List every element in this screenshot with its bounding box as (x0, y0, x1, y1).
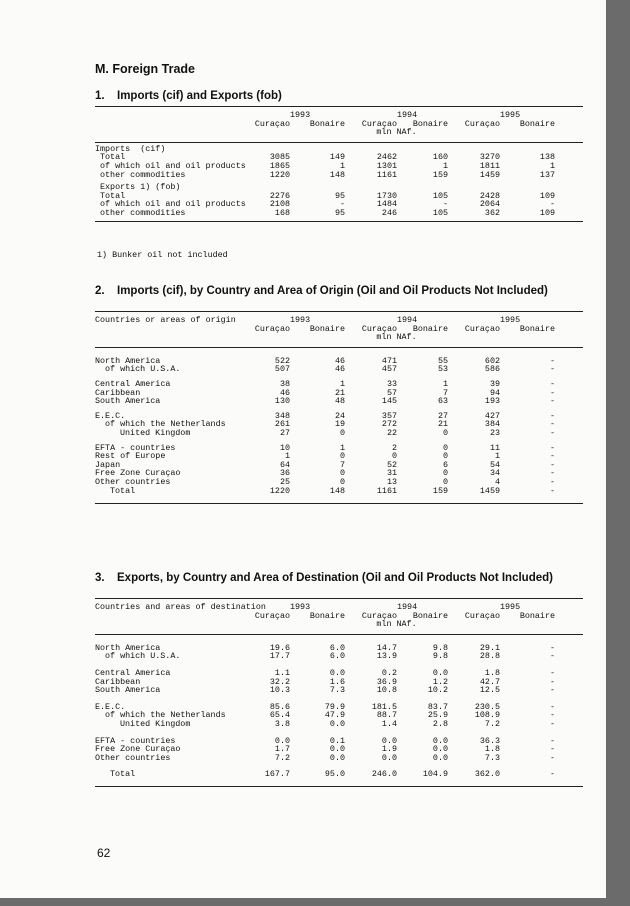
row-value: 1301 (376, 160, 397, 171)
row-value: 53 (437, 364, 448, 375)
row-label: United Kingdom (120, 427, 191, 438)
row-value: 0 (442, 468, 448, 479)
bonaire-header: Bonaire (519, 323, 555, 334)
table-row (95, 429, 583, 438)
row-value: 522 (274, 355, 290, 366)
row-label: of which U.S.A. (105, 364, 181, 375)
row-value: 1.4 (381, 718, 397, 729)
row-value: 357 (381, 410, 397, 421)
row-value: 95.0 (324, 769, 345, 780)
year-1993-header: 1993 (290, 315, 311, 325)
row-value: 6.0 (329, 642, 345, 653)
row-value: 1 (339, 160, 345, 171)
row-value: 1 (339, 378, 345, 389)
row-value: 7.2 (274, 752, 290, 763)
row-value: 159 (432, 169, 448, 180)
row-value: 7 (442, 387, 448, 398)
row-value: - (339, 199, 345, 210)
row-value: 88.7 (376, 710, 397, 721)
row-value: 2.8 (432, 718, 448, 729)
bonaire-header: Bonaire (309, 610, 345, 621)
row-value: 95 (334, 190, 345, 201)
table-row (95, 209, 583, 218)
row-value: 159 (432, 485, 448, 496)
row-value: 0 (339, 451, 345, 462)
row-value: 2276 (269, 190, 290, 201)
row-value: 83.7 (427, 701, 448, 712)
row-value: 52 (386, 459, 397, 470)
row-value: 48 (334, 396, 345, 407)
row-value: 1.1 (274, 667, 290, 678)
row-value: 36.9 (376, 676, 397, 687)
row-value: 63 (437, 396, 448, 407)
row-value: 29.1 (479, 642, 500, 653)
curacao-header: Curaçao (464, 118, 500, 129)
row-value: 34 (489, 468, 500, 479)
row-label: of which U.S.A. (105, 651, 181, 662)
row-value: 0 (391, 451, 397, 462)
row-value: 362 (484, 207, 500, 218)
bonaire-header: Bonaire (412, 118, 448, 129)
row-value: - (549, 676, 555, 687)
unit-label: mln NAf. (376, 332, 417, 343)
corner-label (95, 111, 250, 120)
row-value: - (442, 199, 448, 210)
row-value: - (549, 468, 555, 479)
row-value: 0 (339, 476, 345, 487)
bonaire-header: Bonaire (519, 610, 555, 621)
row-value: 0 (442, 427, 448, 438)
row-label: Total (100, 190, 126, 201)
row-value: 2108 (269, 199, 290, 210)
row-value: 160 (432, 152, 448, 163)
curacao-header: Curaçao (254, 118, 290, 129)
row-value: 230.5 (474, 701, 500, 712)
row-value: - (549, 752, 555, 763)
row-value: 46 (334, 355, 345, 366)
row-value: 0.2 (381, 667, 397, 678)
row-value: 1.2 (432, 676, 448, 687)
row-value: 46 (334, 364, 345, 375)
row-value: 0.0 (329, 667, 345, 678)
year-1994-header: 1994 (397, 110, 418, 120)
row-value: 137 (539, 169, 555, 180)
row-value: 0.0 (329, 718, 345, 729)
page-number: 62 (97, 846, 111, 860)
row-label: Free Zone Curaçao (95, 468, 181, 479)
table-row (95, 720, 583, 729)
row-value: - (549, 685, 555, 696)
row-label: Central America (95, 667, 171, 678)
row-value: 54 (489, 459, 500, 470)
curacao-header: Curaçao (361, 610, 397, 621)
row-label: North America (95, 642, 161, 653)
row-value: 1.7 (274, 744, 290, 755)
row-label: Free Zone Curaçao (95, 744, 181, 755)
row-value: 10.3 (269, 685, 290, 696)
row-value: - (549, 769, 555, 780)
row-value: 27 (279, 427, 290, 438)
row-value: 167.7 (264, 769, 290, 780)
row-value: 1161 (376, 169, 397, 180)
row-value: 19.6 (269, 642, 290, 653)
row-value: 25 (279, 476, 290, 487)
row-label: Rest of Europe (95, 451, 166, 462)
row-value: 31 (386, 468, 397, 479)
table-row (95, 397, 583, 406)
table-row (95, 444, 583, 453)
row-label: South America (95, 685, 161, 696)
unit-row (95, 128, 583, 137)
row-value: 79.9 (324, 701, 345, 712)
year-1994-header: 1994 (397, 315, 418, 325)
bonaire-header: Bonaire (412, 323, 448, 334)
row-value: 1865 (269, 160, 290, 171)
curacao-header: Curaçao (361, 118, 397, 129)
row-label: Total (110, 485, 136, 496)
row-label: other commodities (100, 207, 186, 218)
table-row (95, 652, 583, 661)
row-value: 12.5 (479, 685, 500, 696)
row-value: 457 (381, 364, 397, 375)
row-value: - (549, 459, 555, 470)
row-value: 55 (437, 355, 448, 366)
row-label: E.E.C. (95, 410, 126, 421)
island-header-row (95, 120, 583, 129)
row-value: 0 (442, 476, 448, 487)
row-value: 7.3 (484, 752, 500, 763)
row-label: E.E.C. (95, 701, 126, 712)
row-value: 109 (539, 190, 555, 201)
curacao-header: Curaçao (361, 323, 397, 334)
row-value: 28.8 (479, 651, 500, 662)
imports-exports-table (95, 106, 583, 224)
unit-label: mln NAf. (376, 127, 417, 138)
row-value: 0.0 (381, 752, 397, 763)
unit-label: mln NAf. (376, 619, 417, 630)
row-label: Exports 1) (fob) (100, 182, 181, 193)
row-value: 1 (549, 160, 555, 171)
row-value: - (549, 355, 555, 366)
row-value: 0.0 (381, 735, 397, 746)
row-value: 149 (329, 152, 345, 163)
row-value: 38 (279, 378, 290, 389)
row-value: - (549, 378, 555, 389)
row-value: 348 (274, 410, 290, 421)
row-value: 1459 (479, 169, 500, 180)
row-label: EFTA - countries (95, 442, 176, 453)
row-value: - (549, 701, 555, 712)
row-value: - (549, 651, 555, 662)
row-value: 130 (274, 396, 290, 407)
row-value: 6 (442, 459, 448, 470)
row-value: 1220 (269, 485, 290, 496)
row-value: - (549, 199, 555, 210)
table2-title: Imports (cif), by Country and Area of Origin (Oil and Oil Products Not Included) (117, 285, 548, 297)
row-label: South America (95, 396, 161, 407)
row-value: 168 (274, 207, 290, 218)
row-value: 0.0 (432, 735, 448, 746)
table-row (95, 770, 583, 779)
row-value: - (549, 667, 555, 678)
row-value: - (549, 642, 555, 653)
row-value: 2064 (479, 199, 500, 210)
row-value: 1.8 (484, 667, 500, 678)
row-value: 21 (334, 387, 345, 398)
exports-by-destination-table (95, 598, 583, 789)
island-header-row (95, 325, 583, 334)
row-value: 46 (279, 387, 290, 398)
row-value: 57 (386, 387, 397, 398)
row-value: 27 (437, 410, 448, 421)
row-value: 0.0 (329, 744, 345, 755)
row-value: 1811 (479, 160, 500, 171)
table3-number: 3. (95, 572, 105, 584)
row-value: 181.5 (371, 701, 397, 712)
row-value: 261 (274, 419, 290, 430)
row-label: of which oil and oil products (100, 199, 246, 210)
row-value: 7.3 (329, 685, 345, 696)
row-value: 105 (432, 207, 448, 218)
row-value: 2428 (479, 190, 500, 201)
row-value: - (549, 744, 555, 755)
row-value: 85.6 (269, 701, 290, 712)
row-label: of which the Netherlands (105, 419, 226, 430)
row-value: 10.8 (376, 685, 397, 696)
row-value: 3.8 (274, 718, 290, 729)
row-value: 0 (442, 442, 448, 453)
row-value: 1161 (376, 485, 397, 496)
table-row (95, 171, 583, 180)
row-value: 1459 (479, 485, 500, 496)
row-value: 36 (279, 468, 290, 479)
year-1995-header: 1995 (500, 602, 521, 612)
table-row (95, 452, 583, 461)
unit-row (95, 620, 583, 629)
year-1995-header: 1995 (500, 315, 521, 325)
row-value: 11 (489, 442, 500, 453)
row-value: 0 (339, 427, 345, 438)
row-value: 47.9 (324, 710, 345, 721)
row-label: other commodities (100, 169, 186, 180)
row-value: - (549, 451, 555, 462)
row-value: 32.2 (269, 676, 290, 687)
row-value: 17.7 (269, 651, 290, 662)
row-value: 1.6 (329, 676, 345, 687)
row-value: 1 (494, 451, 500, 462)
row-value: - (549, 396, 555, 407)
row-value: 272 (381, 419, 397, 430)
row-value: 64 (279, 459, 290, 470)
row-value: 0 (339, 468, 345, 479)
row-value: - (549, 485, 555, 496)
row-value: 104.9 (422, 769, 448, 780)
curacao-header: Curaçao (464, 323, 500, 334)
page-title: M. Foreign Trade (95, 62, 196, 76)
row-value: 586 (484, 364, 500, 375)
row-value: - (549, 735, 555, 746)
row-value: 14.7 (376, 642, 397, 653)
row-value: 1 (442, 378, 448, 389)
year-1993-header: 1993 (290, 602, 311, 612)
row-value: 2 (391, 442, 397, 453)
row-value: 145 (381, 396, 397, 407)
row-value: 0.1 (329, 735, 345, 746)
table-row (95, 487, 583, 496)
bonaire-header: Bonaire (412, 610, 448, 621)
row-value: - (549, 364, 555, 375)
row-value: - (549, 427, 555, 438)
row-label: Other countries (95, 476, 171, 487)
row-value: 39 (489, 378, 500, 389)
row-value: 7.2 (484, 718, 500, 729)
row-value: 1730 (376, 190, 397, 201)
row-value: 65.4 (269, 710, 290, 721)
row-value: 13.9 (376, 651, 397, 662)
row-value: 246 (381, 207, 397, 218)
row-value: 148 (329, 485, 345, 496)
row-label: Total (100, 152, 126, 163)
row-value: 6.0 (329, 651, 345, 662)
row-value: 246.0 (371, 769, 397, 780)
row-value: 9.8 (432, 642, 448, 653)
table-row (95, 686, 583, 695)
unit-row (95, 333, 583, 342)
row-value: 7 (339, 459, 345, 470)
row-label: United Kingdom (120, 718, 191, 729)
row-value: - (549, 419, 555, 430)
row-value: 42.7 (479, 676, 500, 687)
row-value: - (549, 442, 555, 453)
row-value: 1.8 (484, 744, 500, 755)
row-value: - (549, 710, 555, 721)
row-value: 108.9 (474, 710, 500, 721)
bonaire-header: Bonaire (519, 118, 555, 129)
row-value: 2462 (376, 152, 397, 163)
row-label: of which the Netherlands (105, 710, 226, 721)
row-value: 109 (539, 207, 555, 218)
row-value: 94 (489, 387, 500, 398)
row-value: 1 (284, 451, 290, 462)
table2-number: 2. (95, 285, 105, 297)
row-value: - (549, 718, 555, 729)
row-value: 1.9 (381, 744, 397, 755)
row-label: North America (95, 355, 161, 366)
row-value: 0.0 (329, 752, 345, 763)
row-value: 0.0 (274, 735, 290, 746)
row-value: 25.9 (427, 710, 448, 721)
row-value: 1 (339, 442, 345, 453)
row-value: 507 (274, 364, 290, 375)
row-label: Imports (cif) (95, 143, 166, 154)
table2-heading (95, 285, 548, 297)
row-label: of which oil and oil products (100, 160, 246, 171)
table1-title: Imports (cif) and Exports (fob) (117, 90, 282, 102)
table3-heading (95, 572, 553, 584)
row-value: 13 (386, 476, 397, 487)
row-value: 36.3 (479, 735, 500, 746)
island-header-row (95, 612, 583, 621)
row-value: 4 (494, 476, 500, 487)
row-value: 602 (484, 355, 500, 366)
row-value: 24 (334, 410, 345, 421)
row-label: Caribbean (95, 387, 141, 398)
curacao-header: Curaçao (464, 610, 500, 621)
row-value: 1484 (376, 199, 397, 210)
row-value: 427 (484, 410, 500, 421)
row-value: 3270 (479, 152, 500, 163)
row-value: 22 (386, 427, 397, 438)
row-value: 3085 (269, 152, 290, 163)
table1-number: 1. (95, 90, 105, 102)
row-label: Caribbean (95, 676, 141, 687)
year-1993-header: 1993 (290, 110, 311, 120)
row-value: 384 (484, 419, 500, 430)
row-value: - (549, 410, 555, 421)
row-value: 105 (432, 190, 448, 201)
row-value: 23 (489, 427, 500, 438)
row-label: Central America (95, 378, 171, 389)
row-value: - (549, 387, 555, 398)
table1-footnote: 1) Bunker oil not included (97, 250, 228, 260)
row-value: 0.0 (432, 744, 448, 755)
row-value: - (549, 476, 555, 487)
row-label: EFTA - countries (95, 735, 176, 746)
table1-heading (95, 90, 282, 102)
table3-title: Exports, by Country and Area of Destination (Oil and Oil Products Not Included) (117, 572, 553, 584)
row-value: 33 (386, 378, 397, 389)
corner-label: Countries and areas of destination (95, 602, 266, 612)
imports-by-origin-table (95, 311, 583, 506)
year-1995-header: 1995 (500, 110, 521, 120)
table-row (95, 754, 583, 763)
row-value: 1220 (269, 169, 290, 180)
row-value: 10.2 (427, 685, 448, 696)
row-value: 0 (442, 451, 448, 462)
row-value: 95 (334, 207, 345, 218)
row-label: Japan (95, 459, 121, 470)
table-row (95, 365, 583, 374)
row-value: 148 (329, 169, 345, 180)
row-value: 21 (437, 419, 448, 430)
row-value: 9.8 (432, 651, 448, 662)
curacao-header: Curaçao (254, 323, 290, 334)
row-value: 193 (484, 396, 500, 407)
row-value: 0.0 (432, 667, 448, 678)
bonaire-header: Bonaire (309, 118, 345, 129)
row-label: Other countries (95, 752, 171, 763)
year-1994-header: 1994 (397, 602, 418, 612)
row-value: 10 (279, 442, 290, 453)
curacao-header: Curaçao (254, 610, 290, 621)
row-value: 362.0 (474, 769, 500, 780)
row-value: 471 (381, 355, 397, 366)
corner-label: Countries or areas of origin (95, 315, 236, 325)
row-label: Total (110, 769, 136, 780)
row-value: 0.0 (432, 752, 448, 763)
row-value: 138 (539, 152, 555, 163)
row-value: 1 (442, 160, 448, 171)
row-value: 19 (334, 419, 345, 430)
bonaire-header: Bonaire (309, 323, 345, 334)
